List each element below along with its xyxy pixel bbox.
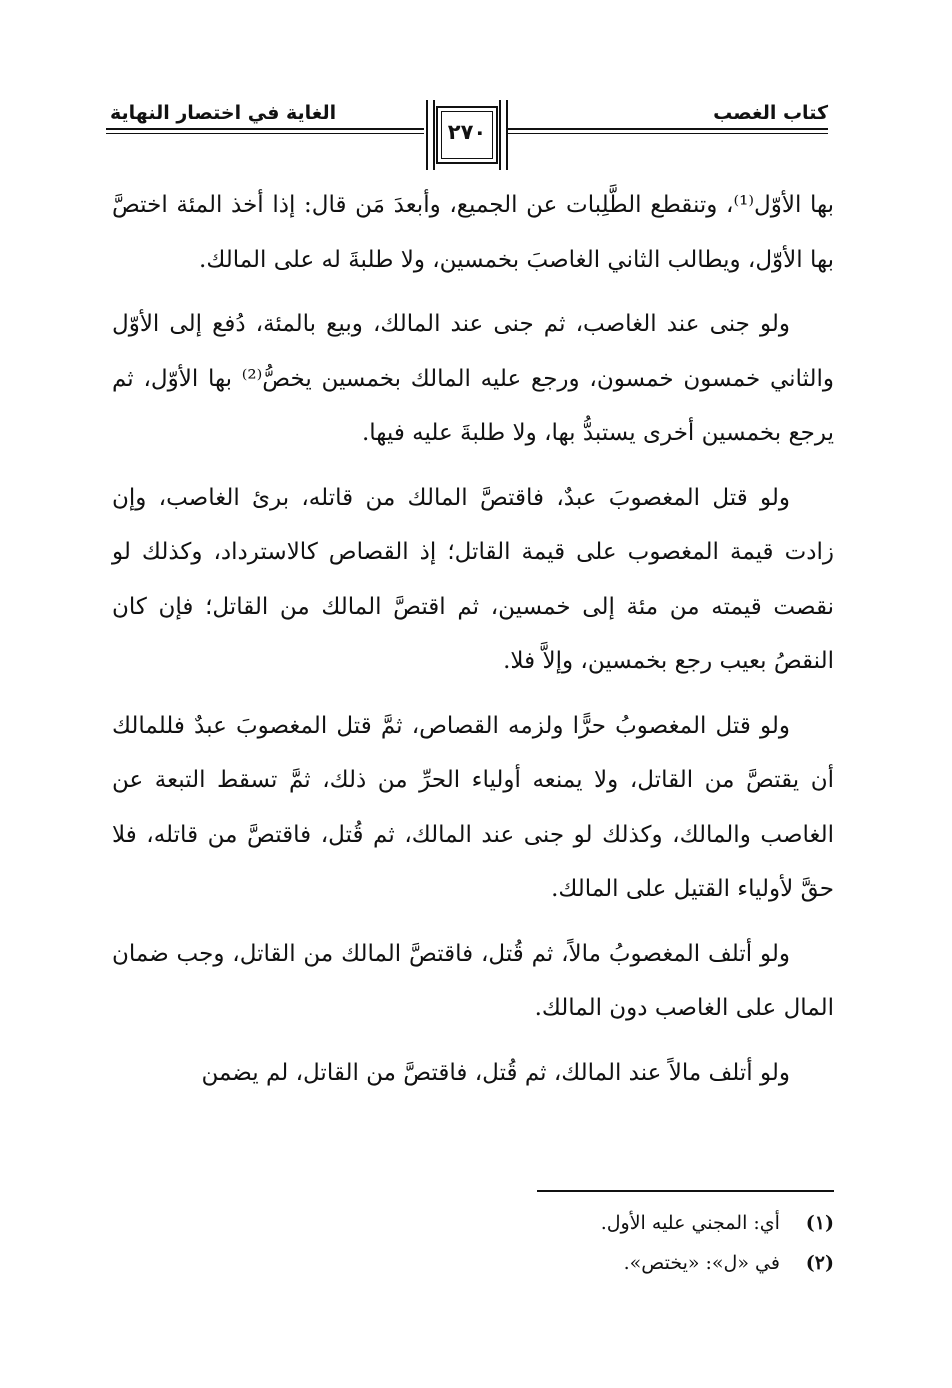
footnote: [134, 1248, 834, 1288]
page-number: ٢٧٠: [447, 120, 487, 144]
chapter-title: كتاب الغصب: [713, 102, 828, 124]
footnote: [134, 1208, 834, 1248]
paragraph: ولو أتلف المغصوبُ مالاً، ثم قُتل، فاقتصَّ المالك من القاتل، وجب ضمان المال على الغاصب دون المالك.: [112, 940, 834, 1021]
footnote-marker: (٢): [805, 1252, 834, 1274]
footnote-marker: (١): [805, 1212, 834, 1234]
main-text: [112, 178, 834, 1110]
paragraph: ولو قتل المغصوبَ عبدٌ، فاقتصَّ المالك من قاتله، برئ الغاصب، وإن زادت قيمة المغصوب على قيمة القاتل؛ إذ القصاص كالاسترداد، وكذلك لو نقصت قيمته من مئة إلى خمسين، ثم اقتصَّ المالك من القاتل؛ فإن كان النقصُ بعيب رجع بخمسين، وإلاَّ فلا.: [112, 484, 834, 674]
footnote-text: أي: المجني عليه الأول.: [600, 1212, 780, 1234]
paragraph: بها الأوّل⁽¹⁾، وتنقطع الطَّلِبات عن الجميع، وأبعدَ مَن قال: إذا أخذ المئة اختصَّ بها الأوّل، ويطالب الثاني الغاصبَ بخمسين، ولا طلبةَ له على المالك.: [112, 192, 835, 273]
page-header: [106, 96, 828, 176]
book-title: الغاية في اختصار النهاية: [110, 102, 337, 124]
header-rule-left: [106, 128, 424, 130]
paragraph: ولو قتل المغصوبُ حرًّا ولزمه القصاص، ثمَّ قتل المغصوبَ عبدٌ فللمالك أن يقتصَّ من القاتل، ولا يمنعه أولياء الحرِّ من ذلك، ثمَّ تسقط التبعة عن الغاصب والمالك، وكذلك لو جنى عند المالك، ثم قُتل، فاقتصَّ من قاتله، فلا حقَّ لأولياء القتيل على المالك.: [112, 712, 835, 902]
page-number-frame: [424, 100, 510, 170]
footnote-text: في «ل»: «يختص».: [623, 1252, 780, 1274]
header-rule-right: [506, 128, 828, 130]
paragraph: ولو أتلف مالاً عند المالك، ثم قُتل، فاقتصَّ من القاتل، لم يضمن: [201, 1059, 790, 1086]
footnote-separator: [537, 1190, 834, 1192]
footnotes: [134, 1208, 834, 1288]
paragraph: ولو جنى عند الغاصب، ثم جنى عند المالك، وبيع بالمئة، دُفع إلى الأوّل والثاني خمسون خمسون، ورجع عليه المالك بخمسين يخصُّ⁽²⁾ بها الأوّل، ثم يرجع بخمسين أخرى يستبدُّ بها، ولا طلبةَ عليه فيها.: [112, 311, 834, 446]
